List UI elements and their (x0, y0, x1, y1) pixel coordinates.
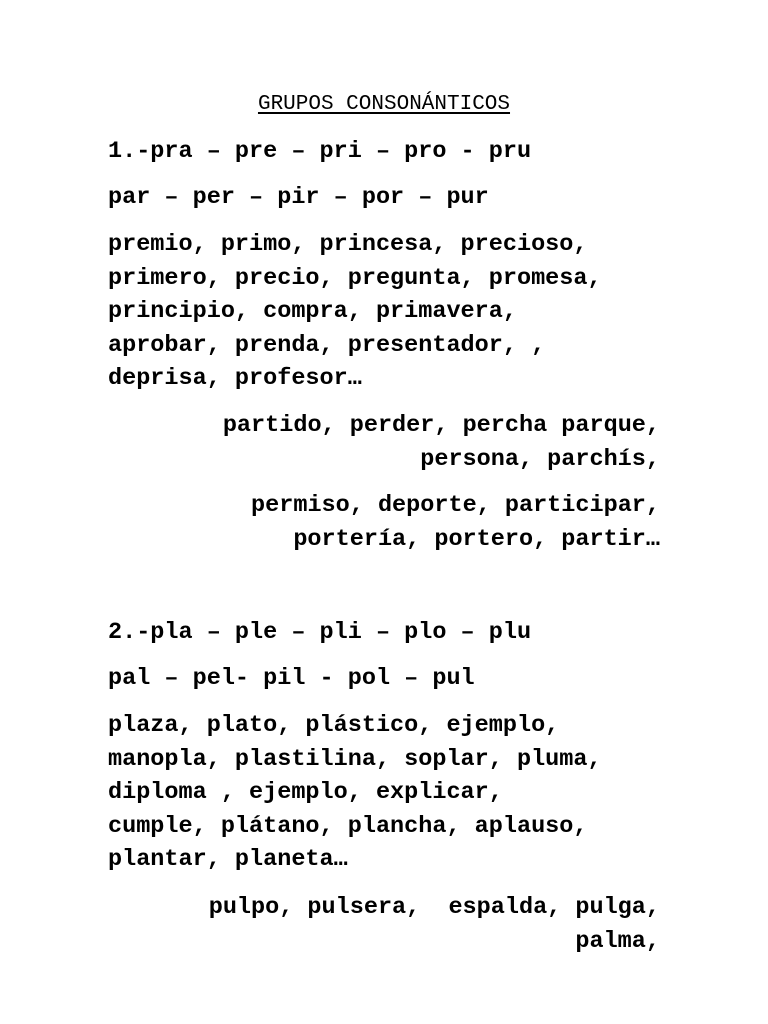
section1-heading: 1.-pra – pre – pri – pro - pru (108, 138, 532, 165)
word-line: plaza, plato, plástico, ejemplo, (108, 712, 560, 739)
section2-inverse-words-a (100, 891, 660, 958)
word-line: palma, (575, 927, 660, 955)
section1-inverse-words-a (100, 409, 660, 476)
page-title (0, 92, 768, 118)
word-line: cumple, plátano, plancha, aplauso, (108, 812, 588, 840)
section1-word-list (108, 228, 602, 396)
word-line: primero, precio, pregunta, promesa, (108, 264, 602, 292)
section2-word-list (108, 709, 602, 877)
word-line: manopla, plastilina, soplar, pluma, (108, 745, 602, 773)
word-line: principio, compra, primavera, (108, 298, 517, 325)
word-line: diploma , ejemplo, explicar, (108, 779, 503, 806)
section2-heading: 2.-pla – ple – pli – plo – plu (108, 619, 532, 646)
word-line: deprisa, profesor… (108, 365, 362, 392)
word-line: pulpo, pulsera, espalda, pulga, (208, 894, 660, 921)
word-line: aprobar, prenda, presentador, , (108, 331, 546, 359)
word-line: premio, primo, princesa, precioso, (108, 231, 588, 258)
page-title-text: GRUPOS CONSONÁNTICOS (257, 93, 511, 116)
word-line: partido, perder, percha parque, (222, 412, 660, 439)
section1-inverse-words-b (100, 489, 660, 556)
word-line: plantar, planeta… (108, 846, 348, 873)
section1-inverse: par – per – pir – por – pur (108, 184, 489, 211)
word-line: permiso, deporte, participar, (251, 492, 660, 519)
section2-inverse: pal – pel- pil - pol – pul (108, 665, 475, 692)
word-line: persona, parchís, (420, 445, 660, 473)
word-line: portería, portero, partir… (293, 525, 660, 553)
